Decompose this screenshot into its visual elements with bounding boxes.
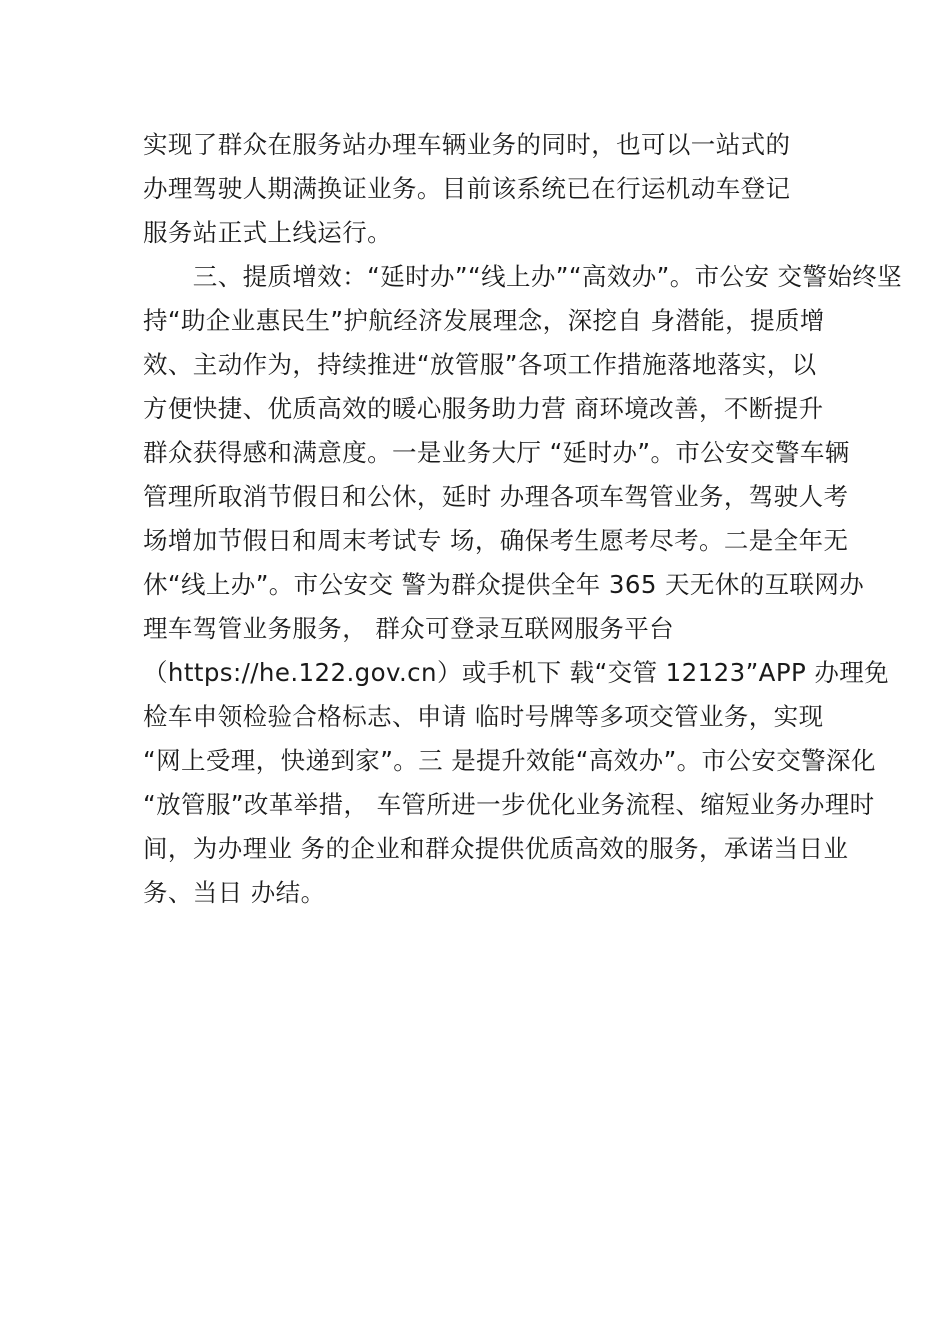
text-line: 管理所取消节假日和公休，延时 办理各项车驾管业务，驾驶人考 — [143, 482, 849, 511]
text-line: 三、提质增效：“延时办”“线上办”“高效办”。市公安 交警始终坚 — [143, 262, 903, 291]
text-line: 检车申领检验合格标志、申请 临时号牌等多项交管业务，实现 — [143, 702, 824, 731]
text-line: 办理驾驶人期满换证业务。目前该系统已在行运机动车登记 — [143, 174, 791, 203]
text-line: 方便快捷、优质高效的暖心服务助力营 商环境改善，不断提升 — [143, 394, 824, 423]
text-line: 务、当日 办结。 — [143, 878, 326, 907]
text-line: 间，为办理业 务的企业和群众提供优质高效的服务，承诺当日业 — [143, 834, 849, 863]
body-text — [143, 123, 903, 915]
text-line: 持“助企业惠民生”护航经济发展理念，深挖自 身潜能，提质增 — [143, 306, 825, 335]
text-line: 场增加节假日和周末考试专 场，确保考生愿考尽考。二是全年无 — [143, 526, 849, 555]
text-line: “网上受理，快递到家”。三 是提升效能“高效办”。市公安交警深化 — [143, 746, 876, 775]
text-line: 群众获得感和满意度。一是业务大厅 “延时办”。市公安交警车辆 — [143, 438, 850, 467]
text-line: 实现了群众在服务站办理车辆业务的同时，也可以一站式的 — [143, 130, 791, 159]
text-line: 理车驾管业务服务， 群众可登录互联网服务平台 — [143, 614, 675, 643]
text-line: （https://he.122.gov.cn）或手机下 载“交管 12123”APP 办理免 — [143, 658, 890, 687]
text-line: 效、主动作为，持续推进“放管服”各项工作措施落地落实，以 — [143, 350, 817, 379]
text-line: 休“线上办”。市公安交 警为群众提供全年 365 天无休的互联网办 — [143, 570, 865, 599]
text-line: “放管服”改革举措， 车管所进一步优化业务流程、缩短业务办理时 — [143, 790, 875, 819]
text-line: 服务站正式上线运行。 — [143, 218, 392, 247]
